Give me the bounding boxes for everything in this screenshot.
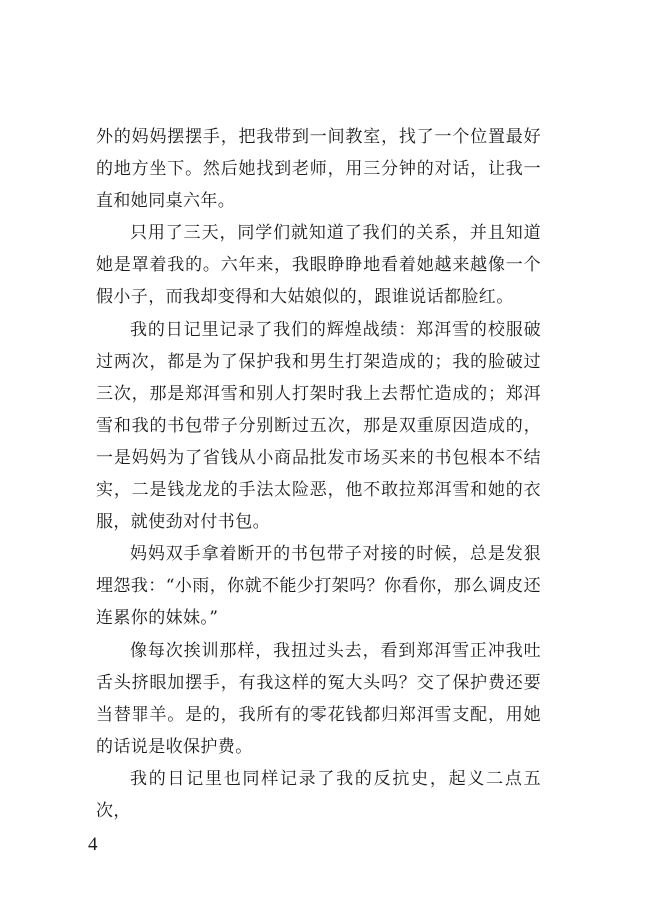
paragraph: 妈妈双手拿着断开的书包带子对接的时候，总是发狠埋怨我：“小雨，你就不能少打架吗？你看你，那么调皮还连累你的妹妹。” — [96, 544, 541, 629]
page-number: 4 — [88, 834, 98, 855]
paragraph: 像每次挨训那样，我扭过头去，看到郑洱雪正冲我吐舌头挤眼加摆手，有我这样的冤大头吗？交了保护费还要当替罪羊。是的，我所有的零花钱都归郑洱雪支配，用她的话说是收保护费。 — [96, 640, 541, 757]
paragraph: 外的妈妈摆摆手，把我带到一间教室，找了一个位置最好的地方坐下。然后她找到老师，用三分钟的对话，让我一直和她同桌六年。 — [96, 127, 541, 212]
body-text — [96, 121, 541, 827]
paragraph: 我的日记里记录了我们的辉煌战绩：郑洱雪的校服破过两次，都是为了保护我和男生打架造成的；我的脸破过三次，那是郑洱雪和别人打架时我上去帮忙造成的；郑洱雪和我的书包带子分别断过五次，那是双重原因造成的，一是妈妈为了省钱从小商品批发市场买来的书包根本不结实，二是钱龙龙的手法太险恶，他不敢拉郑洱雪和她的衣服，就使劲对付书包。 — [96, 319, 541, 533]
paragraph: 我的日记里也同样记录了我的反抗史，起义二点五次， — [96, 768, 541, 821]
paragraph: 只用了三天，同学们就知道了我们的关系，并且知道她是罩着我的。六年来，我眼睁睁地看着她越来越像一个假小子，而我却变得和大姑娘似的，跟谁说话都脸红。 — [96, 223, 541, 308]
